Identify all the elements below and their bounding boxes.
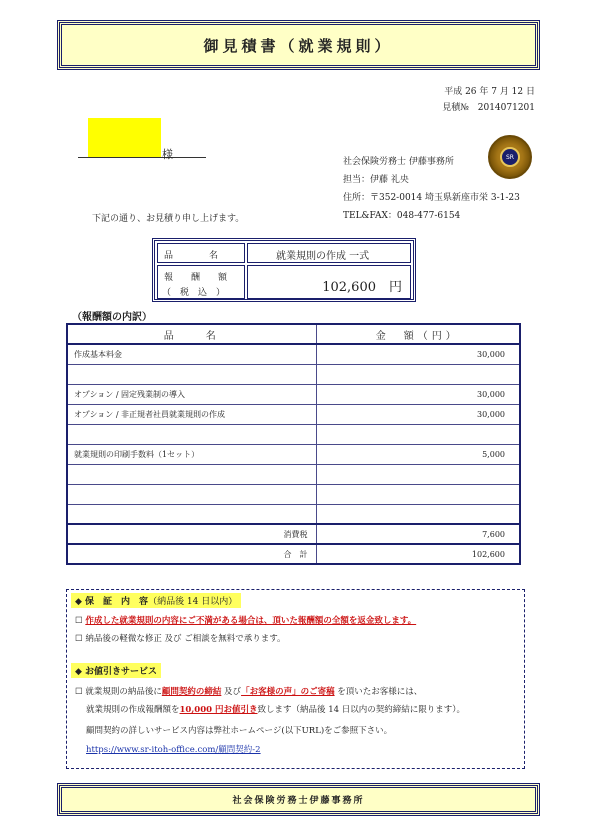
checkbox-icon: ☐ [75,687,83,697]
table-row [67,384,520,404]
fee-value: 102,600 円 [322,280,402,295]
table-row [67,404,520,424]
guarantee-heading [71,593,241,608]
row-item [67,484,316,504]
recipient-suffix: 様 [162,148,173,161]
homepage-link[interactable]: https://www.sr-itoh-office.com/顧問契約-2 [86,745,261,755]
discount-line-2 [86,703,465,715]
total-row [67,544,520,564]
row-amount [316,424,520,444]
table-row [67,464,520,484]
tax-label: 消費税 [67,524,316,544]
footer-company-name: 社会保険労務士伊藤事務所 [232,796,365,806]
tax-value: 7,600 [316,524,520,544]
discount-customer-voice: 「お客様の声」のご寄稿 [241,687,335,697]
company-name: 社会保険労務士 伊藤事務所 [343,157,454,167]
service-info-box [66,589,525,769]
fee-label-sub: （ 税 込 ） [162,288,226,298]
company-tel: TEL&FAX：048-477-6154 [343,211,461,221]
table-header-row [67,324,520,344]
row-amount [316,464,520,484]
document-title: 御見積書（就業規則） [203,36,394,55]
row-item [67,364,316,384]
total-label: 合 計 [67,544,316,564]
guarantee-line-2 [75,632,286,644]
row-item: オプション / 固定残業制の導入 [67,384,316,404]
discount-line-3: 顧問契約の詳しいサービス内容は弊社ホームページ(以下URL)をご参照下さい。 [86,726,393,736]
discount-advisory-contract: 顧問契約の締結 [161,687,222,697]
discount-heading: ◆ お値引きサービス [71,663,161,678]
issue-date: 平成 26 年 7 月 12 日 [444,87,535,97]
row-item: 作成基本料金 [67,344,316,364]
title-banner [57,20,540,70]
table-row [67,424,520,444]
table-row [67,484,520,504]
item-label: 品 名 [164,251,219,261]
footer-banner [57,783,540,816]
row-item: オプション / 非正規者社員就業規則の作成 [67,404,316,424]
row-amount: 30,000 [316,344,520,364]
row-item [67,424,316,444]
row-amount: 5,000 [316,444,520,464]
breakdown-heading: （報酬額の内訳） [72,312,152,323]
discount-text-2a: 就業規則の作成報酬額を [86,705,180,715]
discount-text-2c: 致します（納品後 14 日以内の契約締結に限ります）。 [257,705,465,715]
row-item: 就業規則の印刷手数料（1セット） [67,444,316,464]
sr-seal-emblem [488,135,532,179]
item-value-cell [247,243,411,263]
table-row [67,344,520,364]
guarantee-refund-text: 作成した就業規則の内容にご不満がある場合は、頂いた報酬額の全額を返金致します。 [85,616,417,626]
row-amount [316,504,520,524]
row-amount: 30,000 [316,404,520,424]
item-label-cell [157,243,245,263]
recipient-name-redaction [88,118,161,158]
fee-value-cell [247,265,411,299]
fee-label: 報 酬 額 [164,273,228,283]
discount-line-1 [75,685,422,697]
row-item [67,464,316,484]
table-row [67,364,520,384]
quote-summary-box [152,238,416,302]
guarantee-heading-title: ◆ 保 証 内 容 [75,597,149,607]
discount-text-e: を頂いたお客様には、 [334,687,423,697]
fee-label-cell [157,265,245,299]
intro-text: 下記の通り、お見積り申し上げます。 [92,214,245,224]
header-amount: 金 額（円） [316,324,520,344]
total-value: 102,600 [316,544,520,564]
guarantee-line-1 [75,614,416,626]
company-contact: 担当：伊藤 礼央 [343,175,409,185]
item-value: 就業規則の作成 一式 [276,251,370,262]
header-item: 品 名 [67,324,316,344]
row-amount: 30,000 [316,384,520,404]
row-amount [316,364,520,384]
table-row [67,444,520,464]
recipient-underline [78,157,206,158]
seal-center: SR [500,147,520,167]
quote-number: 見積№ 2014071201 [442,103,535,113]
fee-breakdown-table [66,323,521,565]
company-address: 住所：〒352-0014 埼玉県新座市栄 3-1-23 [343,193,520,203]
discount-amount: 10,000 円お値引き [179,705,258,715]
checkbox-icon: ☐ [75,616,83,626]
row-item [67,504,316,524]
discount-text-a: 就業規則の納品後に [85,687,162,697]
checkbox-icon: ☐ [75,634,83,644]
row-amount [316,484,520,504]
guarantee-free-fix-text: 納品後の軽微な修正 及び ご相談を無料で承ります。 [85,634,286,644]
discount-text-c: 及び [221,687,242,697]
guarantee-heading-sub: （納品後 14 日以内） [148,597,238,607]
tax-row [67,524,520,544]
table-row [67,504,520,524]
